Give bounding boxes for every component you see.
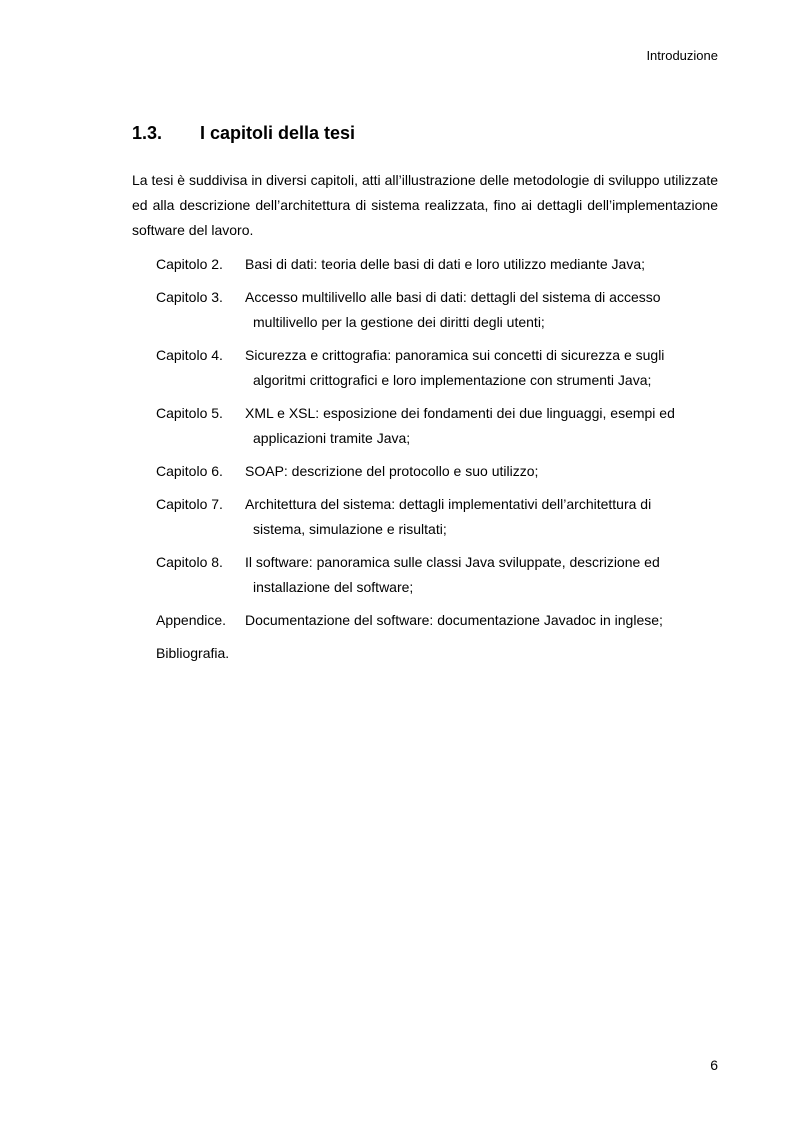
section-title: I capitoli della tesi [200,123,356,143]
chapter-description [245,459,718,484]
intro-line: utilizzate ed alla descrizione dell’architettura di sistema realizzata, fino ai dettagli [132,172,718,213]
chapter-item-8 [156,550,718,600]
intro-line: La tesi è suddivisa in diversi capitoli, atti all’illustrazione delle metodologie di sviluppo [132,172,660,188]
chapter-desc-line: Architettura del sistema: dettagli implementativi dell’architettura di [245,496,652,512]
chapter-label: Capitolo 4. [156,347,223,363]
chapter-item-2 [156,252,718,277]
chapter-item-4 [156,343,718,393]
intro-paragraph [132,168,718,243]
chapter-desc-continuation: installazione del software; [253,579,414,595]
intro-line: dell’implementazione software del lavoro. [132,197,718,238]
chapter-description [245,401,718,451]
page-number: 6 [710,1057,718,1073]
chapter-desc-line: Documentazione del software: documentazione Javadoc in inglese; [245,612,663,628]
chapter-desc-line: Sicurezza e crittografia: panoramica sui concetti di sicurezza e sugli [245,347,665,363]
chapter-description [245,252,718,277]
chapter-label: Appendice. [156,612,227,628]
section-heading [132,121,355,145]
chapter-description [245,492,718,542]
chapter-label: Capitolo 6. [156,463,223,479]
chapter-item-6 [156,459,718,484]
chapter-label: Capitolo 2. [156,256,223,272]
chapter-label: Capitolo 3. [156,289,223,305]
chapter-desc-continuation: multilivello per la gestione dei diritti degli utenti; [253,314,545,330]
chapter-label: Capitolo 7. [156,496,223,512]
chapter-label: Capitolo 5. [156,405,223,421]
chapter-item-appendix [156,608,718,633]
chapter-desc-continuation: sistema, simulazione e risultati; [253,521,447,537]
chapter-desc-line: Accesso multilivello alle basi di dati: dettagli del sistema di accesso [245,289,661,305]
chapter-label: Capitolo 8. [156,554,223,570]
chapter-desc-continuation: applicazioni tramite Java; [253,430,411,446]
chapter-desc-continuation: algoritmi crittografici e loro implementazione con strumenti Java; [253,372,652,388]
chapter-item-7 [156,492,718,542]
chapter-item-5 [156,401,718,451]
section-number: 1.3. [132,123,163,143]
chapter-list [156,252,718,674]
chapter-item-bibliography [156,641,718,666]
chapter-description [245,285,718,335]
chapter-label: Bibliografia. [156,645,230,661]
chapter-description [245,608,718,633]
chapter-desc-line: XML e XSL: esposizione dei fondamenti dei due linguaggi, esempi ed [245,405,675,421]
running-header: Introduzione [646,48,718,63]
chapter-description [245,641,718,666]
chapter-description [245,550,718,600]
chapter-desc-line: Basi di dati: teoria delle basi di dati e loro utilizzo mediante Java; [245,256,645,272]
chapter-desc-line: SOAP: descrizione del protocollo e suo utilizzo; [245,463,539,479]
chapter-desc-line: Il software: panoramica sulle classi Java sviluppate, descrizione ed [245,554,660,570]
chapter-item-3 [156,285,718,335]
chapter-description [245,343,718,393]
